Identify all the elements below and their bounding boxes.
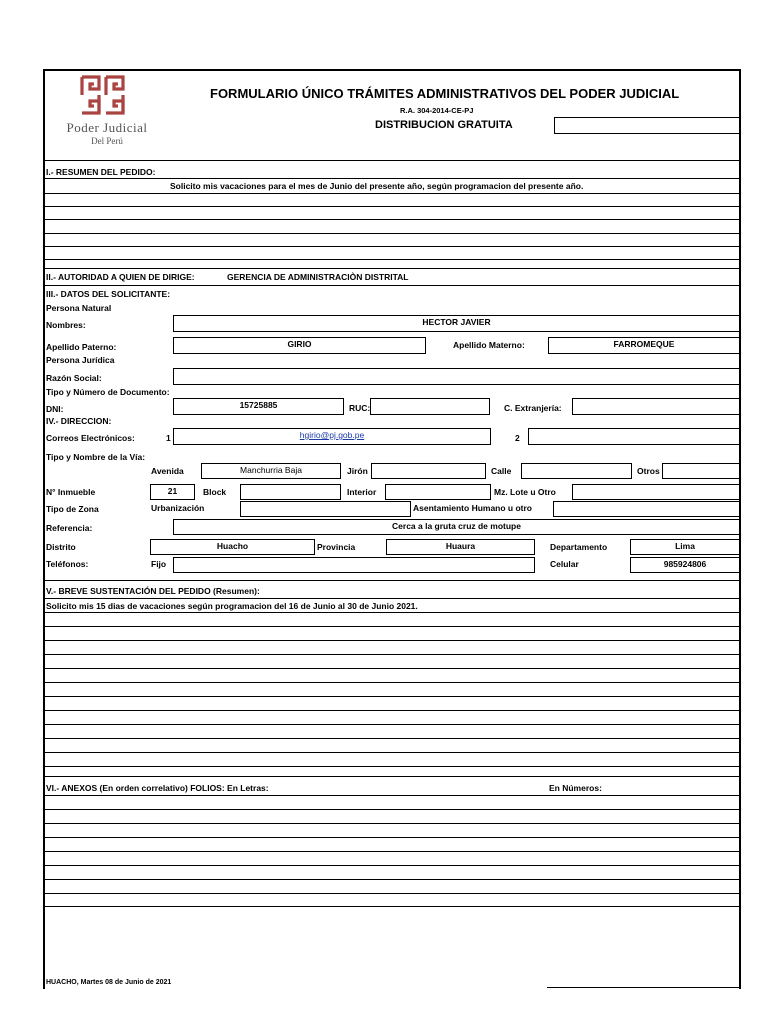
signature-line <box>547 987 740 988</box>
email-2-number: 2 <box>515 433 520 443</box>
fijo-field[interactable] <box>173 557 535 573</box>
document-label: Tipo y Número de Documento: <box>46 387 170 397</box>
names-label: Nombres: <box>46 320 86 330</box>
header-divider <box>44 160 740 161</box>
section-3-heading: III.- DATOS DEL SOLICITANTE: <box>46 289 171 299</box>
line <box>44 823 740 824</box>
section-divider <box>44 580 740 581</box>
distribution-label: DISTRIBUCION GRATUITA <box>375 119 513 131</box>
form-title: FORMULARIO ÚNICO TRÁMITES ADMINISTRATIVOS DEL PODER JUDICIAL <box>210 86 680 101</box>
otros-label: Otros <box>637 466 660 476</box>
celular-field[interactable]: 985924806 <box>630 557 740 573</box>
interior-field[interactable] <box>385 484 491 500</box>
line <box>44 865 740 866</box>
resolution-code: R.A. 304-2014-CE-PJ <box>400 106 474 115</box>
dni-field[interactable]: 15725885 <box>173 398 344 415</box>
calle-field[interactable] <box>521 463 632 479</box>
authority-value[interactable]: GERENCIA DE ADMINISTRACIÒN DISTRITAL <box>227 272 409 282</box>
line <box>44 178 740 179</box>
telefonos-label: Teléfonos: <box>46 559 89 569</box>
provincia-field[interactable]: Huaura <box>386 539 535 555</box>
line <box>44 752 740 753</box>
dni-label: DNI: <box>46 404 64 414</box>
ruc-label: RUC: <box>349 403 371 413</box>
mz-field[interactable] <box>572 484 740 500</box>
provincia-label: Provincia <box>317 542 356 552</box>
line <box>44 668 740 669</box>
calle-label: Calle <box>491 466 512 476</box>
summary-text[interactable]: Solicito mis vacaciones para el mes de Junio del presente año, según programacion del presente año. <box>170 181 584 191</box>
line <box>44 795 740 796</box>
razon-social-field[interactable] <box>173 368 740 385</box>
block-label: Block <box>203 487 227 497</box>
logo-text-poder-judicial: Poder Judicial <box>66 120 148 135</box>
zona-label: Tipo de Zona <box>46 504 99 514</box>
section-1-heading: I.- RESUMEN DEL PEDIDO: <box>46 167 156 177</box>
logo-text-del-peru: Del Perú <box>91 136 123 146</box>
ruc-field[interactable] <box>370 398 490 415</box>
persona-natural-label: Persona Natural <box>46 303 112 313</box>
email-1-link[interactable]: hgirio@pj.gob.pe <box>299 430 365 440</box>
celular-label: Celular <box>550 559 579 569</box>
line <box>44 206 740 207</box>
departamento-label: Departamento <box>550 542 608 552</box>
paternal-field[interactable]: GIRIO <box>173 337 426 354</box>
razon-social-label: Razón Social: <box>46 373 102 383</box>
extranjeria-field[interactable] <box>572 398 740 415</box>
mz-label: Mz. Lote u Otro <box>494 487 556 497</box>
line <box>44 246 740 247</box>
line <box>44 233 740 234</box>
line <box>44 724 740 725</box>
inmueble-label: N° Inmueble <box>46 487 96 497</box>
jiron-field[interactable] <box>371 463 486 479</box>
block-field[interactable] <box>240 484 341 500</box>
place-date: HUACHO, Martes 08 de Junio de 2021 <box>46 979 172 986</box>
line <box>44 219 740 220</box>
avenida-field[interactable]: Manchurria Baja <box>201 463 341 479</box>
section-divider <box>44 285 740 286</box>
line <box>44 738 740 739</box>
email-1-field[interactable] <box>173 428 491 445</box>
paternal-label: Apellido Paterno: <box>46 342 117 352</box>
maternal-field[interactable]: FARROMEQUE <box>548 337 740 354</box>
inmueble-field[interactable]: 21 <box>150 484 195 500</box>
line <box>44 193 740 194</box>
section-divider <box>44 268 740 269</box>
numeros-label: En Números: <box>549 783 602 793</box>
avenida-label: Avenida <box>151 466 184 476</box>
distrito-field[interactable]: Huacho <box>150 539 315 555</box>
line <box>44 809 740 810</box>
line <box>44 696 740 697</box>
departamento-field[interactable]: Lima <box>630 539 740 555</box>
via-label: Tipo y Nombre de la Vía: <box>46 452 146 462</box>
sustentacion-text[interactable]: Solicito mis 15 dias de vacaciones según programacion del 16 de Junio al 30 de Junio 2021. <box>46 601 418 611</box>
form-number-field[interactable] <box>554 117 740 134</box>
line <box>44 766 740 767</box>
line <box>44 626 740 627</box>
interior-label: Interior <box>347 487 377 497</box>
referencia-field[interactable]: Cerca a la gruta cruz de motupe <box>173 519 740 535</box>
line <box>44 710 740 711</box>
email-2-field[interactable] <box>528 428 740 445</box>
asentamiento-field[interactable] <box>553 501 740 517</box>
line <box>44 893 740 894</box>
line <box>44 851 740 852</box>
line <box>44 906 740 907</box>
referencia-label: Referencia: <box>46 523 93 533</box>
line <box>44 598 740 599</box>
section-2-heading: II.- AUTORIDAD A QUIEN DE DIRIGE: <box>46 272 195 282</box>
extranjeria-label: C. Extranjería: <box>504 403 562 413</box>
asentamiento-label: Asentamiento Humano u otro <box>413 503 533 513</box>
line <box>44 879 740 880</box>
line <box>44 654 740 655</box>
pj-emblem-icon <box>79 74 129 116</box>
section-6-heading: VI.- ANEXOS (En orden correlativo) FOLIOS: En Letras: <box>46 783 269 793</box>
email-label: Correos Electrónicos: <box>46 433 135 443</box>
line <box>44 837 740 838</box>
urbanizacion-field[interactable] <box>240 501 411 517</box>
otros-field[interactable] <box>662 463 740 479</box>
persona-juridica-label: Persona Jurídica <box>46 355 115 365</box>
section-divider <box>44 776 740 777</box>
line <box>44 612 740 613</box>
email-1-number: 1 <box>166 433 171 443</box>
section-4-heading: IV.- DIRECCION: <box>46 416 112 426</box>
distrito-label: Distrito <box>46 542 76 552</box>
urbanizacion-label: Urbanización <box>151 503 205 513</box>
line <box>44 640 740 641</box>
line <box>44 682 740 683</box>
maternal-label: Apellido Materno: <box>453 340 525 350</box>
poder-judicial-logo <box>52 74 162 154</box>
names-field[interactable]: HECTOR JAVIER <box>173 315 740 332</box>
line <box>44 259 740 260</box>
jiron-label: Jirón <box>347 466 368 476</box>
section-5-heading: V.- BREVE SUSTENTACIÓN DEL PEDIDO (Resumen): <box>46 586 260 596</box>
fijo-label: Fijo <box>151 559 167 569</box>
form-frame-top <box>43 69 740 71</box>
